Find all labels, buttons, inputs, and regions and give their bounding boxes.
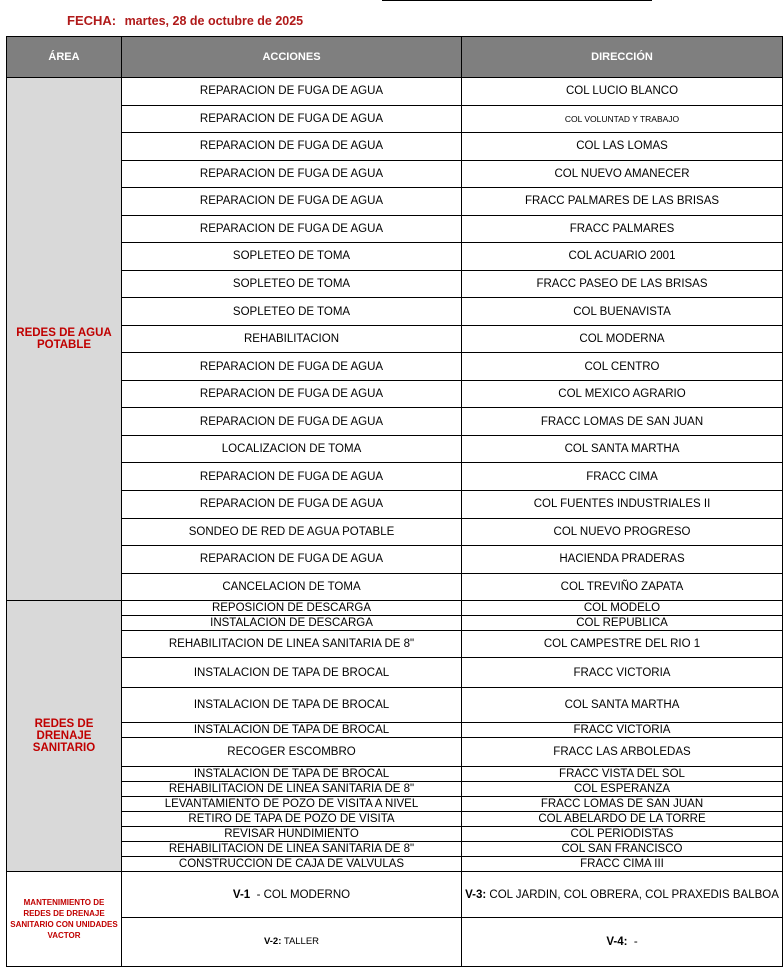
vactor-v3-cell bbox=[462, 872, 783, 918]
direccion-cell: FRACC VICTORIA bbox=[462, 723, 783, 738]
area-vactor: MANTENIMIENTO DE REDES DE DRENAJE SANITARIO CON UNIDADES VACTOR bbox=[7, 872, 122, 967]
direccion-cell: COL SANTA MARTHA bbox=[462, 688, 783, 723]
direccion-cell: COL SAN FRANCISCO bbox=[462, 842, 783, 857]
direccion-cell: FRACC LAS ARBOLEDAS bbox=[462, 738, 783, 767]
table-row bbox=[7, 105, 783, 133]
accion-cell: REHABILITACION DE LINEA SANITARIA DE 8" bbox=[122, 842, 462, 857]
table-row bbox=[7, 188, 783, 216]
direccion-cell: COL CAMPESTRE DEL RIO 1 bbox=[462, 631, 783, 658]
table-row bbox=[7, 78, 783, 106]
col-header-acciones: ACCIONES bbox=[122, 37, 462, 78]
table-row bbox=[7, 573, 783, 601]
table-row bbox=[7, 463, 783, 491]
accion-cell: SOPLETEO DE TOMA bbox=[122, 270, 462, 298]
direccion-cell: HACIENDA PRADERAS bbox=[462, 546, 783, 574]
direccion-cell: COL LAS LOMAS bbox=[462, 133, 783, 161]
accion-cell: REPARACION DE FUGA DE AGUA bbox=[122, 490, 462, 518]
table-row bbox=[7, 827, 783, 842]
accion-cell: REPARACION DE FUGA DE AGUA bbox=[122, 215, 462, 243]
direccion-cell: COL ACUARIO 2001 bbox=[462, 243, 783, 271]
accion-cell: CANCELACION DE TOMA bbox=[122, 573, 462, 601]
table-row bbox=[7, 408, 783, 436]
accion-cell: REPOSICION DE DESCARGA bbox=[122, 601, 462, 616]
direccion-cell: COL TREVIÑO ZAPATA bbox=[462, 573, 783, 601]
direccion-cell: COL MEXICO AGRARIO bbox=[462, 380, 783, 408]
accion-cell: REPARACION DE FUGA DE AGUA bbox=[122, 78, 462, 106]
accion-cell: REPARACION DE FUGA DE AGUA bbox=[122, 408, 462, 436]
accion-cell: REPARACION DE FUGA DE AGUA bbox=[122, 380, 462, 408]
table-row bbox=[7, 857, 783, 872]
direccion-cell: COL VOLUNTAD Y TRABAJO bbox=[462, 105, 783, 133]
accion-cell: CONSTRUCCION DE CAJA DE VALVULAS bbox=[122, 857, 462, 872]
direccion-cell: FRACC CIMA bbox=[462, 463, 783, 491]
v2-text: TALLER bbox=[283, 936, 320, 948]
fecha-label: FECHA: bbox=[67, 13, 117, 28]
direccion-cell: FRACC VISTA DEL SOL bbox=[462, 767, 783, 782]
v4-code: V-4: bbox=[606, 936, 628, 949]
table-row bbox=[7, 435, 783, 463]
direccion-cell: FRACC PALMARES bbox=[462, 215, 783, 243]
accion-cell: REPARACION DE FUGA DE AGUA bbox=[122, 133, 462, 161]
direccion-cell: COL ABELARDO DE LA TORRE bbox=[462, 812, 783, 827]
table-row bbox=[7, 918, 783, 967]
v1-text: - COL MODERNO bbox=[256, 888, 351, 901]
direccion-cell: FRACC CIMA III bbox=[462, 857, 783, 872]
vactor-v4-cell bbox=[462, 918, 783, 967]
table-row bbox=[7, 270, 783, 298]
accion-cell: REVISAR HUNDIMIENTO bbox=[122, 827, 462, 842]
table-row bbox=[7, 797, 783, 812]
direccion-cell: COL NUEVO PROGRESO bbox=[462, 518, 783, 546]
accion-cell: INSTALACION DE TAPA DE BROCAL bbox=[122, 688, 462, 723]
v3-text: COL JARDIN, COL OBRERA, COL PRAXEDIS BALBOA bbox=[489, 888, 779, 901]
accion-cell: INSTALACION DE TAPA DE BROCAL bbox=[122, 723, 462, 738]
table-row bbox=[7, 490, 783, 518]
accion-cell: REPARACION DE FUGA DE AGUA bbox=[122, 546, 462, 574]
table-row bbox=[7, 380, 783, 408]
fecha-value: martes, 28 de octubre de 2025 bbox=[124, 14, 304, 28]
direccion-cell: COL SANTA MARTHA bbox=[462, 435, 783, 463]
accion-cell: INSTALACION DE TAPA DE BROCAL bbox=[122, 658, 462, 688]
table-row bbox=[7, 812, 783, 827]
accion-cell: INSTALACION DE TAPA DE BROCAL bbox=[122, 767, 462, 782]
vactor-v1-cell bbox=[122, 872, 462, 918]
direccion-cell: COL BUENAVISTA bbox=[462, 298, 783, 326]
date-line bbox=[67, 12, 303, 30]
accion-cell: LOCALIZACION DE TOMA bbox=[122, 435, 462, 463]
schedule-table bbox=[6, 36, 783, 967]
accion-cell: REPARACION DE FUGA DE AGUA bbox=[122, 105, 462, 133]
col-header-direccion: DIRECCIÓN bbox=[462, 37, 783, 78]
table-row bbox=[7, 723, 783, 738]
direccion-cell: FRACC PASEO DE LAS BRISAS bbox=[462, 270, 783, 298]
accion-cell: REHABILITACION DE LINEA SANITARIA DE 8" bbox=[122, 631, 462, 658]
v1-code: V-1 bbox=[232, 888, 251, 901]
table-row bbox=[7, 298, 783, 326]
table-row bbox=[7, 688, 783, 723]
table-row bbox=[7, 767, 783, 782]
accion-cell: SOPLETEO DE TOMA bbox=[122, 243, 462, 271]
direccion-cell: COL FUENTES INDUSTRIALES II bbox=[462, 490, 783, 518]
table-row bbox=[7, 616, 783, 631]
table-row bbox=[7, 133, 783, 161]
table-row bbox=[7, 353, 783, 381]
accion-cell: SONDEO DE RED DE AGUA POTABLE bbox=[122, 518, 462, 546]
table-row bbox=[7, 872, 783, 918]
direccion-cell: FRACC PALMARES DE LAS BRISAS bbox=[462, 188, 783, 216]
table-row bbox=[7, 546, 783, 574]
direccion-cell: COL ESPERANZA bbox=[462, 782, 783, 797]
direccion-cell: COL MODELO bbox=[462, 601, 783, 616]
direccion-cell: COL MODERNA bbox=[462, 325, 783, 353]
accion-cell: LEVANTAMIENTO DE POZO DE VISITA A NIVEL bbox=[122, 797, 462, 812]
accion-cell: SOPLETEO DE TOMA bbox=[122, 298, 462, 326]
direccion-cell: FRACC LOMAS DE SAN JUAN bbox=[462, 797, 783, 812]
direccion-cell: COL NUEVO AMANECER bbox=[462, 160, 783, 188]
header-row bbox=[7, 37, 783, 78]
direccion-cell: COL REPUBLICA bbox=[462, 616, 783, 631]
v2-code: V-2: bbox=[263, 936, 282, 948]
table-row bbox=[7, 782, 783, 797]
vactor-v2-cell bbox=[122, 918, 462, 967]
accion-cell: REHABILITACION bbox=[122, 325, 462, 353]
direccion-cell: FRACC LOMAS DE SAN JUAN bbox=[462, 408, 783, 436]
table-row bbox=[7, 842, 783, 857]
accion-cell: REPARACION DE FUGA DE AGUA bbox=[122, 160, 462, 188]
top-rule bbox=[382, 0, 652, 1]
table-row bbox=[7, 160, 783, 188]
v4-text: - bbox=[633, 936, 638, 949]
direccion-cell: FRACC VICTORIA bbox=[462, 658, 783, 688]
area-agua-potable: REDES DE AGUA POTABLE bbox=[7, 78, 122, 601]
accion-cell: RECOGER ESCOMBRO bbox=[122, 738, 462, 767]
table-row bbox=[7, 243, 783, 271]
accion-cell: REPARACION DE FUGA DE AGUA bbox=[122, 353, 462, 381]
table-row bbox=[7, 601, 783, 616]
v3-code: V-3: bbox=[465, 888, 487, 901]
table-row bbox=[7, 658, 783, 688]
table-row bbox=[7, 518, 783, 546]
col-header-area: ÁREA bbox=[7, 37, 122, 78]
table-row bbox=[7, 631, 783, 658]
direccion-cell: COL PERIODISTAS bbox=[462, 827, 783, 842]
table-row bbox=[7, 215, 783, 243]
accion-cell: RETIRO DE TAPA DE POZO DE VISITA bbox=[122, 812, 462, 827]
accion-cell: INSTALACION DE DESCARGA bbox=[122, 616, 462, 631]
area-drenaje-sanitario: REDES DE DRENAJE SANITARIO bbox=[7, 601, 122, 872]
direccion-cell: COL CENTRO bbox=[462, 353, 783, 381]
table-row bbox=[7, 738, 783, 767]
table-row bbox=[7, 325, 783, 353]
accion-cell: REHABILITACION DE LINEA SANITARIA DE 8" bbox=[122, 782, 462, 797]
direccion-cell: COL LUCIO BLANCO bbox=[462, 78, 783, 106]
accion-cell: REPARACION DE FUGA DE AGUA bbox=[122, 463, 462, 491]
accion-cell: REPARACION DE FUGA DE AGUA bbox=[122, 188, 462, 216]
